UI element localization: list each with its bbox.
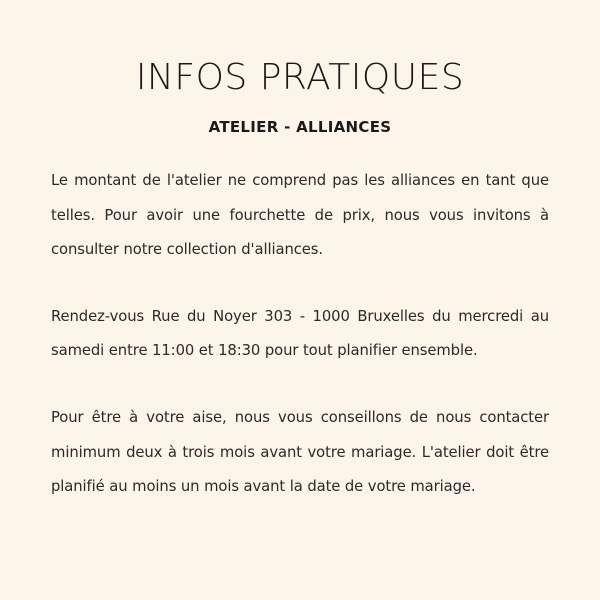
section-subtitle: ATELIER - ALLIANCES bbox=[208, 118, 392, 136]
paragraph-pricing: Le montant de l'atelier ne comprend pas les alliances en tant que telles. Pour avoir une fourchette de prix, nous vous invitons à consulter notre collection d'alliances. bbox=[51, 172, 549, 259]
body-text bbox=[51, 164, 549, 537]
paragraph-address: Rendez-vous Rue du Noyer 303 - 1000 Bruxelles du mercredi au samedi entre 11:00 et 18:30 pour tout planifier ensemble. bbox=[51, 307, 549, 360]
paragraph-planning: Pour être à votre aise, nous vous conseillons de nous contacter minimum deux à trois mois avant votre mariage. L'atelier doit être planifié au moins un mois avant la date de votre mariage. bbox=[51, 408, 549, 496]
page-title: INFOS PRATIQUES bbox=[135, 57, 465, 98]
